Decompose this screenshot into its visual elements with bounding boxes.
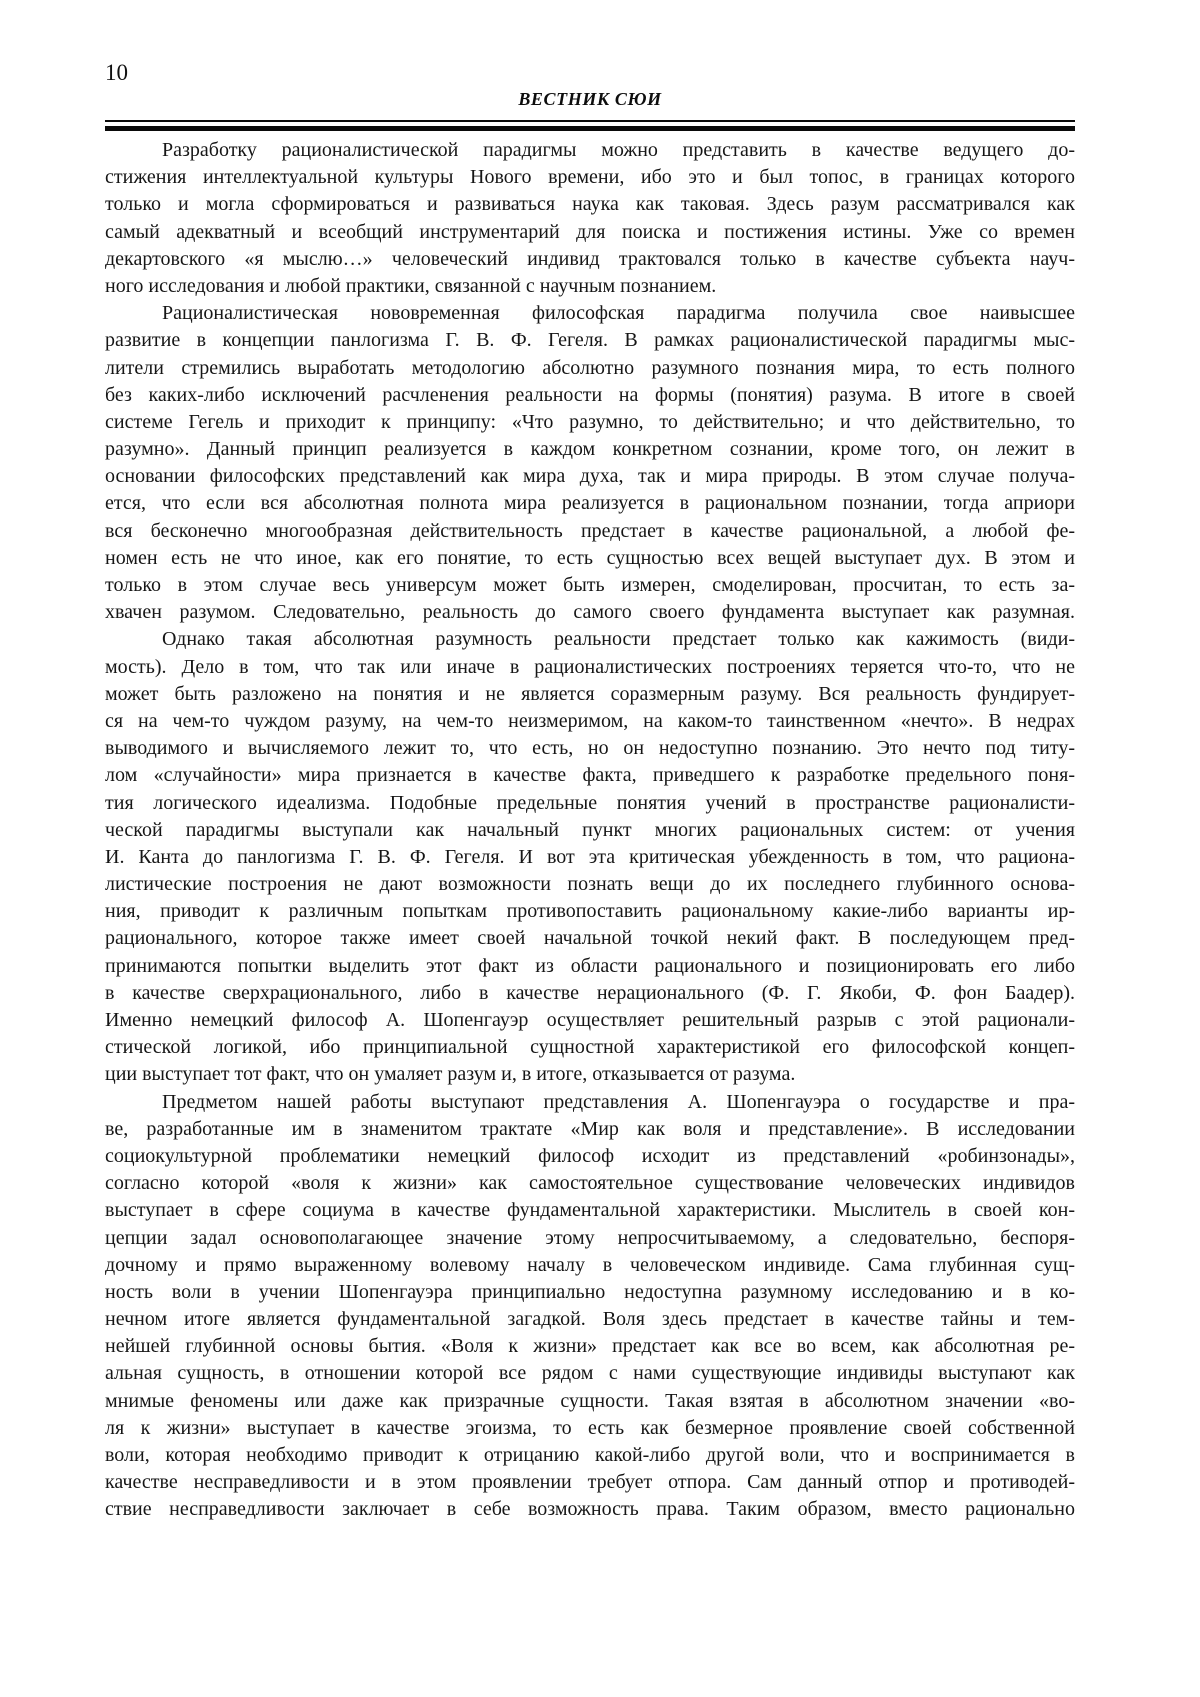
paragraph [105, 137, 1075, 300]
text-line: принимаются попытки выделить этот факт из области рационального и позиционировать его либо [105, 954, 1075, 977]
text-line: лители стремились выработать методологию абсолютно разумного познания мира, то есть полного [105, 356, 1075, 379]
text-line: тия логического идеализма. Подобные предельные понятия учений в пространстве рационалисти- [105, 791, 1075, 814]
text-line: стической логикой, ибо принципиальной сущностной характеристикой его философской концеп- [105, 1036, 1075, 1059]
paragraph [105, 626, 1075, 1088]
text-line: самый адекватный и всеобщий инструментарий для поиска и постижения истины. Уже со времен [105, 220, 1075, 243]
text-line: ется, что если вся абсолютная полнота мира реализуется в рациональном познании, тогда априори [105, 492, 1075, 515]
text-line: Однако такая абсолютная разумность реальности предстает только как кажимость (види- [162, 628, 1075, 651]
text-line: Именно немецкий философ А. Шопенгауэр осуществляет решительный разрыв с этой рационали- [105, 1009, 1075, 1031]
text-line: системе Гегель и приходит к принципу: «Что разумно, то действительно; и что действительно, то [105, 410, 1075, 433]
text-line: ции выступает тот факт, что он умаляет разум и, в итоге, отказывается от разума. [105, 1063, 796, 1086]
text-line: декартовского «я мыслю…» человеческий индивид трактовался только в качестве субъекта науч- [105, 247, 1075, 270]
text-line: выступает в сфере социума в качестве фундаментальной характеристики. Мыслитель в своей кон- [105, 1199, 1075, 1222]
text-line: ствие несправедливости заключает в себе возможность права. Таким образом, вместо рационально [105, 1498, 1075, 1521]
text-line: в качестве сверхрационального, либо в качестве нерационального (Ф. Г. Якоби, Ф. фон Баадер). [105, 981, 1075, 1004]
text-line: разумно». Данный принцип реализуется в каждом конкретном сознании, кроме того, он лежит в [105, 438, 1075, 461]
text-line: воли, которая необходимо приводит к отрицанию какой-либо другой воли, что и воспринимается в [105, 1444, 1075, 1466]
text-line: основании философских представлений как мира духа, так и мира природы. В этом случае получа- [105, 465, 1075, 488]
text-line: нейшей глубинной основы бытия. «Воля к жизни» предстает как все во всем, как абсолютная ре- [105, 1335, 1075, 1358]
text-line: альная сущность, в отношении которой все рядом с нами существующие индивиды выступают как [105, 1362, 1075, 1385]
text-line: развитие в концепции панлогизма Г. В. Ф. Гегеля. В рамках рационалистической парадигмы мыс- [105, 329, 1075, 352]
text-line: ческой парадигмы выступали как начальный пункт многих рациональных систем: от учения [105, 818, 1075, 841]
text-line: ля к жизни» выступает в качестве эгоизма, то есть как безмерное проявление своей собственной [105, 1416, 1075, 1439]
text-line: Рационалистическая нововременная философская парадигма получила свое наивысшее [162, 302, 1075, 325]
text-line: мнимые феномены или даже как призрачные сущности. Такая взятая в абсолютном значении «во- [105, 1389, 1075, 1412]
text-line: ся на чем-то чуждом разуму, на чем-то неизмеримом, на каком-то таинственном «нечто». В недрах [105, 709, 1075, 732]
text-line: ного исследования и любой практики, связанной с научным познанием. [105, 274, 717, 297]
text-line: только и могла сформироваться и развиваться наука как таковая. Здесь разум рассматривался как [105, 193, 1075, 216]
text-line: вся бесконечно многообразная действительность предстает в качестве рациональной, а любой фе- [105, 519, 1075, 542]
text-line: рационального, которое также имеет своей начальной точкой некий факт. В последующем пред- [105, 927, 1075, 950]
text-line: И. Канта до панлогизма Г. В. Ф. Гегеля. И вот эта критическая убежденность в том, что рациона- [105, 845, 1075, 868]
paragraph [105, 1089, 1075, 1524]
header-rule [105, 120, 1075, 131]
text-line: нечном итоге является фундаментальной загадкой. Воля здесь предстает в качестве тайны и тем- [105, 1308, 1075, 1331]
journal-title: ВЕСТНИК СЮИ [518, 89, 662, 109]
text-line: цепции задал основополагающее значение этому непросчитываемому, а следовательно, беспоря- [105, 1226, 1075, 1249]
page-number: 10 [105, 60, 128, 85]
text-line: качестве несправедливости и в этом проявлении требует отпора. Сам данный отпор и противодей- [105, 1471, 1075, 1494]
text-line: ность воли в учении Шопенгауэра принципиально недоступна разумному исследованию и в ко- [105, 1280, 1075, 1303]
text-line: листические построения не дают возможности познать вещи до их последнего глубинного основа- [105, 873, 1075, 896]
text-line: социокультурной проблематики немецкий философ исходит из представлений «робинзонады», [105, 1144, 1075, 1167]
text-line: хвачен разумом. Следовательно, реальность до самого своего фундамента выступает как разумная. [105, 601, 1075, 624]
text-line: ве, разработанные им в знаменитом трактате «Мир как воля и представление». В исследовании [105, 1117, 1075, 1140]
text-line: лом «случайности» мира признается в качестве факта, приведшего к разработке предельного поня- [105, 764, 1075, 787]
text-line: выводимого и вычисляемого лежит то, что есть, но он недоступно познанию. Это нечто под титу- [105, 737, 1075, 760]
text-line: дочному и прямо выраженному волевому началу в человеческом индивиде. Сама глубинная сущ- [105, 1253, 1075, 1276]
text-line: стижения интеллектуальной культуры Нового времени, ибо это и был топос, в границах которого [105, 166, 1075, 189]
text-line: только в этом случае весь универсум может быть измерен, смоделирован, просчитан, то есть за- [105, 574, 1075, 596]
text-line: Предметом нашей работы выступают представления А. Шопенгауэра о государстве и пра- [162, 1090, 1075, 1113]
paragraph [105, 300, 1075, 626]
text-line: мость). Дело в том, что так или иначе в рационалистических построениях теряется что-то, что не [105, 655, 1075, 678]
article-body [105, 137, 1075, 1524]
text-line: Разработку рационалистической парадигмы можно представить в качестве ведущего до- [162, 139, 1075, 161]
text-line: без каких-либо исключений расчленения реальности на формы (понятия) разума. В итоге в своей [105, 383, 1075, 406]
text-line: согласно которой «воля к жизни» как самостоятельное существование человеческих индивидов [105, 1172, 1075, 1195]
text-line: может быть разложено на понятия и не является соразмерным разуму. Вся реальность фундирует- [105, 682, 1075, 705]
text-line: номен есть не что иное, как его понятие, то есть сущностью всех вещей выступает дух. В этом и [105, 546, 1075, 569]
text-line: ния, приводит к различным попыткам противопоставить рациональному какие-либо варианты ир- [105, 900, 1075, 923]
page-header [105, 60, 1075, 131]
